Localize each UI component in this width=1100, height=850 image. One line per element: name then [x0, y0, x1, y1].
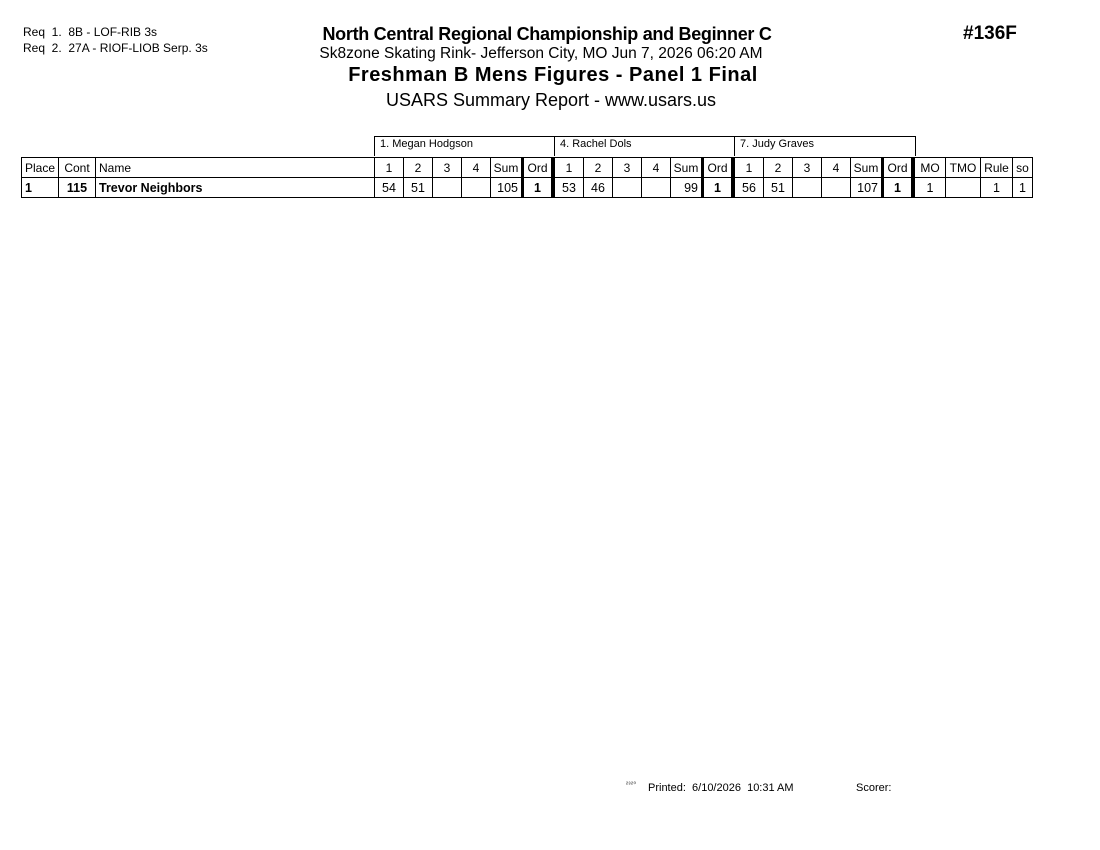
row-1-rule: 1 — [980, 178, 1012, 198]
row-1-judge-1-fig1: 54 — [374, 178, 403, 198]
column-header-judge-3-fig1: 1 — [734, 157, 763, 178]
column-header-judge-2-fig1: 1 — [554, 157, 583, 178]
requirement-2: Req 2. 27A - RIOF-LIOB Serp. 3s — [23, 41, 208, 55]
row-1-judge-3-sum: 107 — [850, 178, 881, 198]
row-1-judge-3-ord: 1 — [881, 178, 914, 198]
row-1-judge-1-fig2: 51 — [403, 178, 432, 198]
row-1-name: Trevor Neighbors — [95, 178, 374, 198]
row-1-judge-1-fig4 — [461, 178, 490, 198]
column-header-judge-2-fig4: 4 — [641, 157, 670, 178]
requirement-1: Req 1. 8B - LOF-RIB 3s — [23, 25, 158, 39]
column-header-judge-2-fig2: 2 — [583, 157, 612, 178]
row-1-judge-2-fig3 — [612, 178, 641, 198]
judge-7-header: 7. Judy Graves — [734, 136, 916, 156]
row-1-judge-1-sum: 105 — [490, 178, 521, 198]
column-header-judge-2-sum: Sum — [670, 157, 701, 178]
column-header-judge-3-ord: Ord — [881, 157, 914, 178]
row-1-judge-2-sum: 99 — [670, 178, 701, 198]
venue-line: Sk8zone Skating Rink- Jefferson City, MO Jun 7, 2026 06:20 AM — [319, 45, 763, 62]
judge-4-header: 4. Rachel Dols — [554, 136, 735, 156]
event-number: #136F — [963, 23, 1017, 44]
row-1-judge-2-ord: 1 — [701, 178, 734, 198]
column-header-tmo: TMO — [945, 157, 980, 178]
row-1-judge-3-fig2: 51 — [763, 178, 792, 198]
column-header-judge-3-fig4: 4 — [821, 157, 850, 178]
row-1-judge-2-fig4 — [641, 178, 670, 198]
row-1-judge-3-fig1: 56 — [734, 178, 763, 198]
column-header-judge-1-sum: Sum — [490, 157, 521, 178]
row-1-judge-1-ord: 1 — [521, 178, 554, 198]
row-1-judge-3-fig4 — [821, 178, 850, 198]
column-header-judge-1-fig4: 4 — [461, 157, 490, 178]
row-1-cont: 115 — [58, 178, 95, 198]
print-code: ²³²⁰ — [626, 782, 637, 788]
row-1-tmo — [945, 178, 980, 198]
column-header-judge-3-sum: Sum — [850, 157, 881, 178]
row-1-place: 1 — [21, 178, 58, 198]
column-header-judge-2-ord: Ord — [701, 157, 734, 178]
row-1-judge-1-fig3 — [432, 178, 461, 198]
column-header-judge-3-fig3: 3 — [792, 157, 821, 178]
column-header-judge-1-fig1: 1 — [374, 157, 403, 178]
column-header-judge-2-fig3: 3 — [612, 157, 641, 178]
column-header-judge-1-fig2: 2 — [403, 157, 432, 178]
row-1-mo: 1 — [914, 178, 945, 198]
column-header-judge-1-ord: Ord — [521, 157, 554, 178]
row-1-judge-2-fig2: 46 — [583, 178, 612, 198]
column-header-so: so — [1012, 157, 1033, 178]
report-title: USARS Summary Report - www.usars.us — [385, 90, 717, 110]
scorer-label: Scorer: — [856, 782, 892, 794]
column-header-place: Place — [21, 157, 58, 178]
column-header-name: Name — [95, 157, 374, 178]
row-1-judge-3-fig3 — [792, 178, 821, 198]
column-header-rule: Rule — [980, 157, 1012, 178]
competition-title: North Central Regional Championship and Beginner C — [322, 24, 772, 44]
row-1-so: 1 — [1012, 178, 1033, 198]
row-1-judge-2-fig1: 53 — [554, 178, 583, 198]
printed-timestamp: Printed: 6/10/2026 10:31 AM — [648, 782, 794, 794]
column-header-judge-3-fig2: 2 — [763, 157, 792, 178]
column-header-mo: MO — [914, 157, 945, 178]
column-header-judge-1-fig3: 3 — [432, 157, 461, 178]
event-title: Freshman B Mens Figures - Panel 1 Final — [348, 64, 758, 86]
judge-1-header: 1. Megan Hodgson — [374, 136, 555, 156]
column-header-cont: Cont — [58, 157, 95, 178]
